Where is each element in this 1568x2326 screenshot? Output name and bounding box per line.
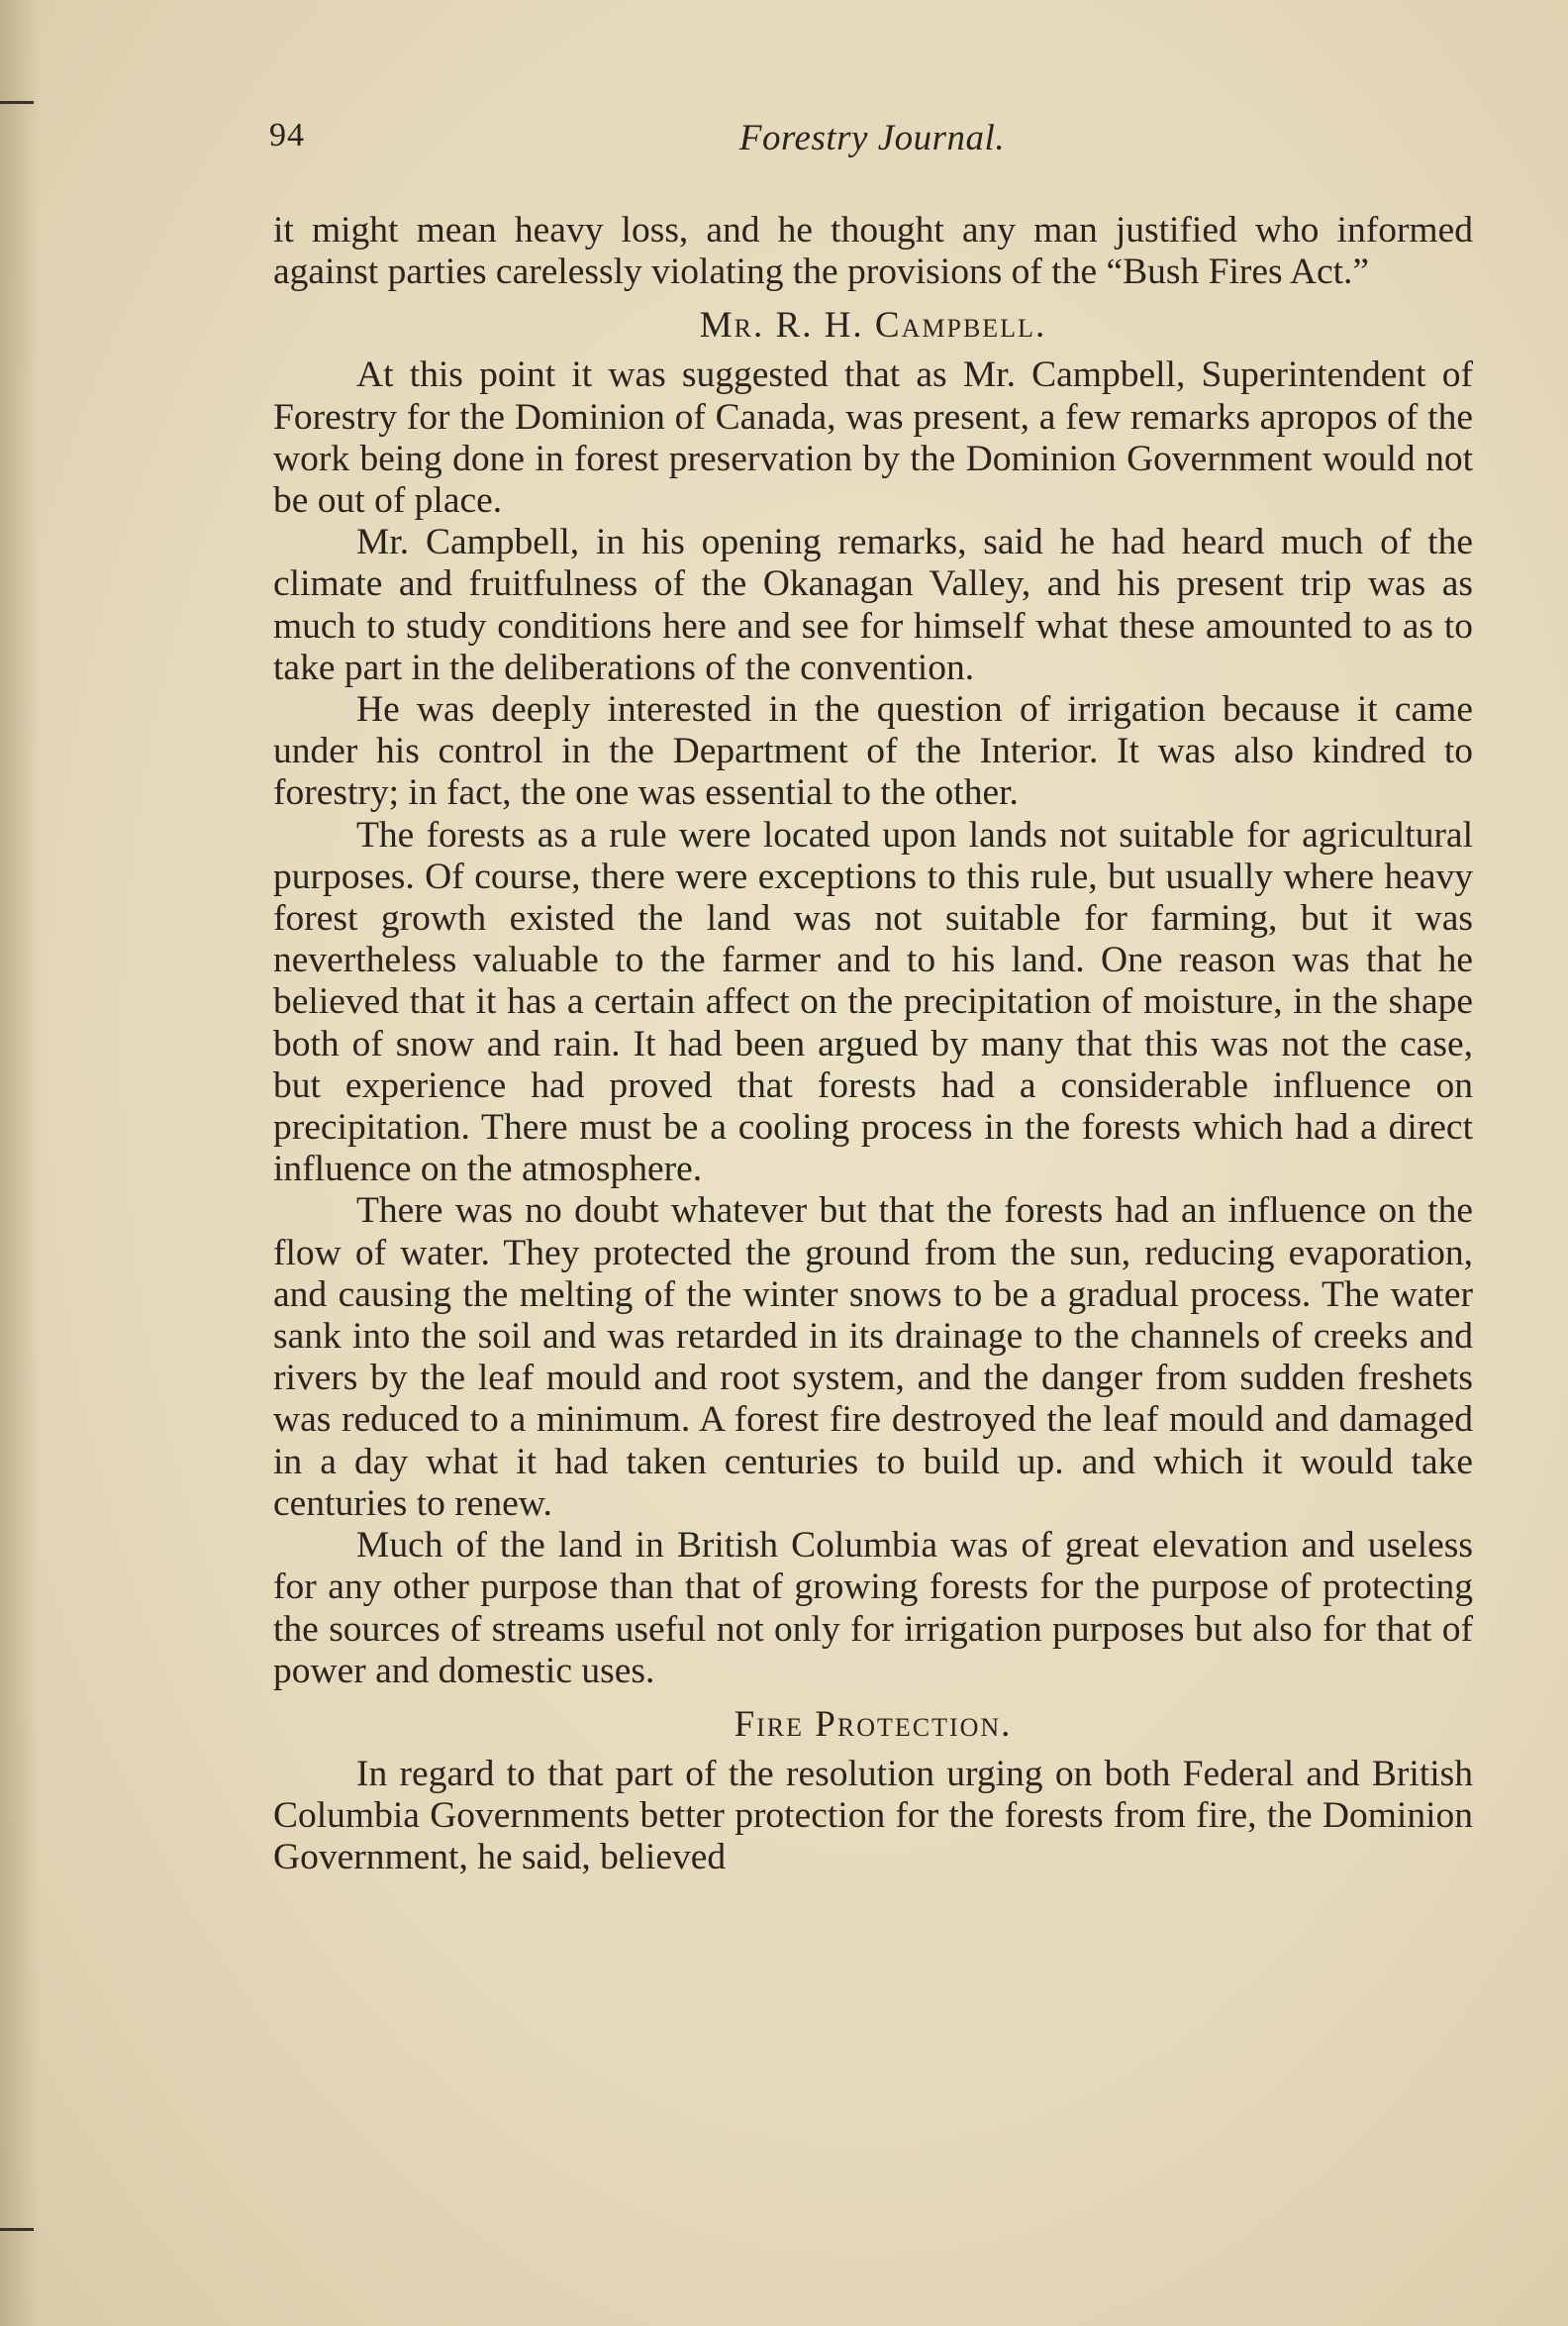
paragraph: In regard to that part of the resolution urging on both Federal and British Columbia Governments better protection for the forests from fire, the Dominion Government, he said, believed	[273, 1753, 1473, 1878]
page-number: 94	[269, 117, 305, 153]
paragraph: At this point it was suggested that as Mr. Campbell, Superintendent of Forestry for the Dominion of Canada, was present, a few remarks apropos of the work being done in forest preservation by the Dominion Government would not be out of place.	[273, 354, 1473, 522]
paragraph: There was no doubt whatever but that the forests had an influence on the flow of water. They protected the ground from the sun, reducing evaporation, and causing the melting of the winter snows to be a gradual process. The water sank into the soil and was retarded in its drainage to the channels of creeks and rivers by the leaf mould and root system, and the danger from sudden freshets was reduced to a minimum. A forest fire destroyed the leaf mould and damaged in a day what it had taken centuries to build up. and which it would take centuries to renew.	[273, 1190, 1473, 1524]
paragraph: Mr. Campbell, in his opening remarks, said he had heard much of the climate and fruitfulness of the Okanagan Valley, and his present trip was as much to study conditions here and see for himself what these amounted to as to take part in the deliberations of the convention.	[273, 522, 1473, 688]
page-header	[269, 117, 1475, 166]
margin-mark-top	[0, 101, 34, 104]
paragraph-continuation: it might mean heavy loss, and he thought any man justified who informed against parties carelessly violating the provisions of the “Bush Fires Act.”	[273, 210, 1473, 293]
paragraph: The forests as a rule were located upon lands not suitable for agricultural purposes. Of course, there were exceptions to this rule, but usually where heavy forest growth existed the land was not suitable for farming, but it was nevertheless valuable to the farmer and to his land. One reason was that he believed that it has a certain affect on the precipitation of moisture, in the shape both of snow and rain. It had been argued by many that this was not the case, but experience had proved that forests had a considerable influence on precipitation. There must be a cooling process in the forests which had a direct influence on the atmosphere.	[273, 814, 1473, 1190]
margin-mark-bottom	[0, 2228, 34, 2231]
section-heading-campbell: Mr. R. H. Campbell.	[699, 305, 1047, 347]
running-title: Forestry Journal.	[738, 118, 1006, 158]
binding-shadow	[0, 0, 40, 2326]
article-body	[273, 210, 1473, 1879]
paragraph: He was deeply interested in the question of irrigation because it came under his control in the Department of the Interior. It was also kindred to forestry; in fact, the one was essential to the other.	[273, 689, 1473, 814]
paragraph: Much of the land in British Columbia was of great elevation and useless for any other purpose than that of growing forests for the purpose of protecting the sources of streams useful not only for irrigation purposes but also for that of power and domestic uses.	[273, 1525, 1473, 1691]
section-heading-fire-protection: Fire Protection.	[734, 1703, 1013, 1745]
